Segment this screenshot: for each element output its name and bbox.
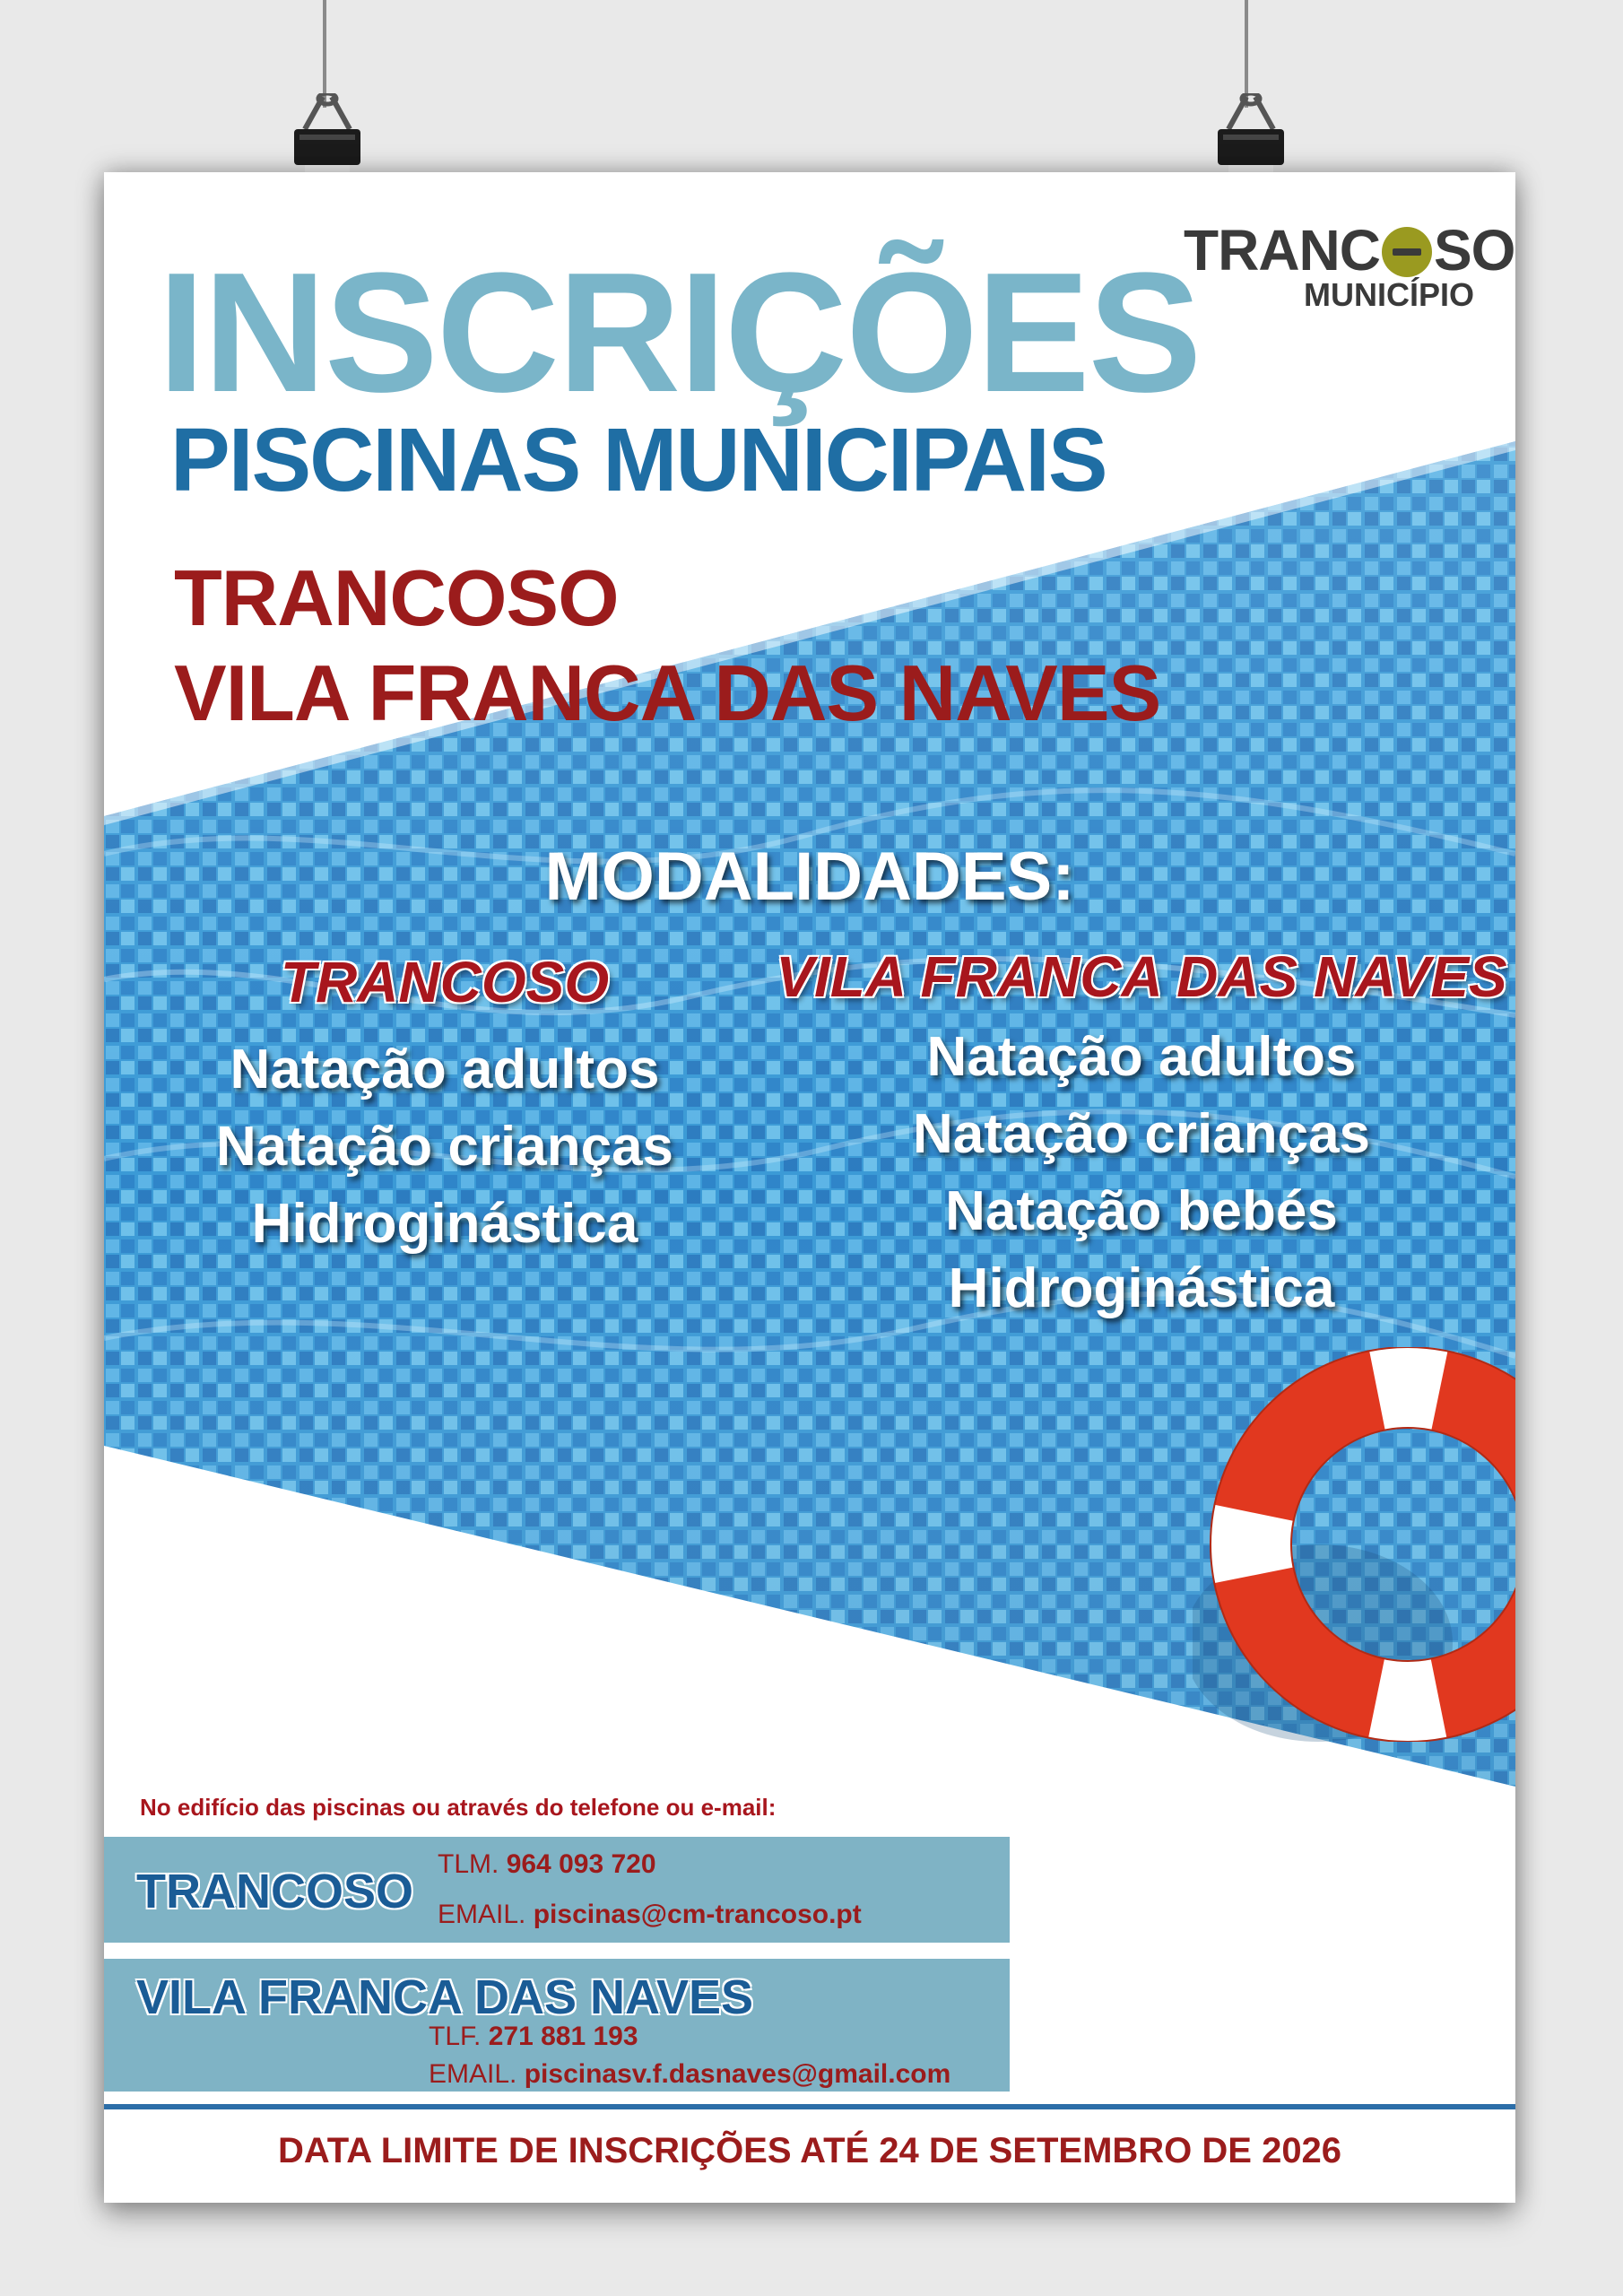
contact-name: TRANCOSO: [136, 1865, 413, 1918]
phone-number[interactable]: 964 093 720: [506, 1849, 656, 1879]
list-item: Natação crianças: [912, 1103, 1371, 1165]
column-title: TRANCOSO: [280, 950, 610, 1014]
hanging-string-left: [323, 0, 326, 108]
logo-wordmark: TRANC SO: [1184, 218, 1515, 283]
modalidades-column-vila-franca: [768, 944, 1515, 1327]
phone-number[interactable]: 271 881 193: [488, 2022, 638, 2051]
deadline-text: DATA LIMITE DE INSCRIÇÕES ATÉ 24 DE SETEMBRO DE 2026: [277, 2131, 1342, 2170]
contact-name: VILA FRANCA DAS NAVES: [136, 1970, 754, 2024]
page-title: INSCRIÇÕES: [158, 238, 1201, 428]
phone-line: [438, 1849, 656, 1880]
phone-line: [429, 2022, 638, 2052]
poster: [104, 172, 1515, 2203]
email-link[interactable]: piscinasv.f.dasnaves@gmail.com: [524, 2059, 951, 2089]
hanging-string-right: [1245, 0, 1248, 108]
email-line: [429, 2059, 950, 2090]
email-link[interactable]: piscinas@cm-trancoso.pt: [533, 1900, 862, 1929]
contact-bar-trancoso: [104, 1837, 1010, 1943]
location-title-vila-franca: VILA FRANCA DAS NAVES: [174, 648, 1161, 737]
email-line: [438, 1900, 862, 1930]
list-item: Natação bebés: [945, 1180, 1338, 1242]
list-item: Natação adultos: [926, 1026, 1357, 1088]
page-subtitle: PISCINAS MUNICIPAIS: [170, 410, 1107, 510]
divider: [104, 2104, 1515, 2109]
list-item: Natação adultos: [230, 1039, 660, 1100]
list-item: Hidroginástica: [948, 1257, 1335, 1319]
phone-label: TLM.: [438, 1849, 499, 1879]
list-item: Natação crianças: [215, 1116, 674, 1178]
trancoso-logo: [1184, 217, 1515, 325]
location-title-trancoso: TRANCOSO: [174, 553, 619, 642]
modalidades-heading: MODALIDADES:: [544, 839, 1075, 915]
list-item: Hidroginástica: [251, 1193, 638, 1255]
email-label: EMAIL.: [438, 1900, 526, 1929]
contact-bar-vila-franca: [104, 1959, 1010, 2092]
phone-label: TLF.: [429, 2022, 482, 2051]
logo-emblem-icon: [1382, 227, 1432, 277]
modalidades-column-trancoso: [122, 949, 768, 1263]
contact-note: No edifício das piscinas ou através do telefone ou e-mail:: [140, 1794, 777, 1821]
logo-subtitle: MUNICÍPIO: [1303, 276, 1474, 313]
lifebuoy-icon: [1193, 1347, 1515, 1742]
email-label: EMAIL.: [429, 2059, 517, 2089]
column-title: VILA FRANCA DAS NAVES: [776, 944, 1507, 1009]
